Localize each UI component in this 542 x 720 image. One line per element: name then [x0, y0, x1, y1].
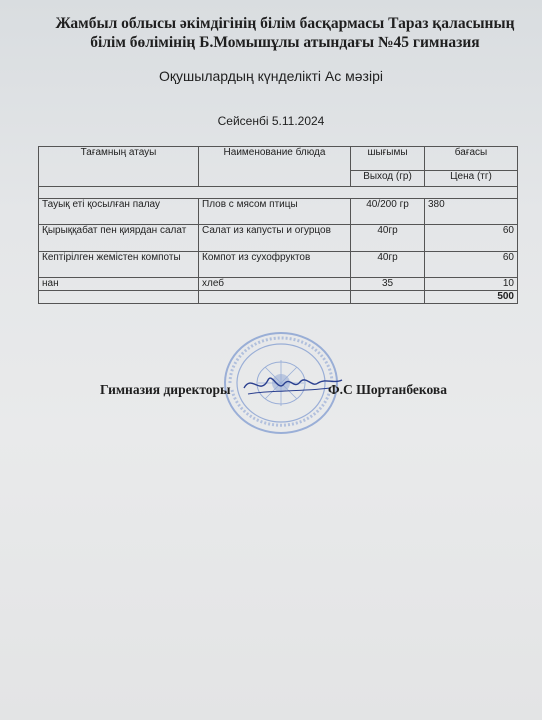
row-price: 60: [425, 252, 518, 278]
table-row: [39, 278, 518, 291]
row-name-ru: хлеб: [199, 278, 351, 291]
row-name-kz: Қырыққабат пен қиярдан салат: [39, 225, 199, 252]
director-title: Гимназия директоры: [100, 382, 231, 397]
header-yield-ru: Выход (гр): [351, 171, 425, 187]
table-header-row: [39, 147, 518, 171]
row-price: 10: [425, 278, 518, 291]
menu-title: Оқушылардың күнделікті Ас мәзірі: [159, 68, 383, 84]
row-name-kz: нан: [39, 278, 199, 291]
row-price: 380: [425, 199, 518, 225]
row-price: 60: [425, 225, 518, 252]
row-yield: 40гр: [351, 225, 425, 252]
document-heading: [40, 14, 530, 52]
row-name-ru: Салат из капусты и огурцов: [199, 225, 351, 252]
row-name-kz: Тауық еті қосылған палау: [39, 199, 199, 225]
menu-date: Сейсенбі 5.11.2024: [217, 114, 325, 128]
header-name-ru: Наименование блюда: [199, 147, 351, 187]
row-yield: 35: [351, 278, 425, 291]
menu-table: [38, 146, 518, 304]
director-name: Ф.С Шортанбекова: [328, 382, 447, 397]
row-name-ru: Плов с мясом птицы: [199, 199, 351, 225]
total-price: 500: [425, 291, 518, 304]
heading-line-1: Жамбыл облысы әкімдігінің білім басқармасы Тараз қаласының: [55, 15, 515, 32]
table-row: [39, 252, 518, 278]
table-spacer-row: [39, 187, 518, 199]
row-name-ru: Компот из сухофруктов: [199, 252, 351, 278]
table-total-row: [39, 291, 518, 304]
header-yield-kz: шығымы: [351, 147, 425, 171]
header-price-ru: Цена (тг): [425, 171, 518, 187]
row-yield: 40/200 гр: [351, 199, 425, 225]
table-row: [39, 225, 518, 252]
table-row: [39, 199, 518, 225]
header-price-kz: бағасы: [425, 147, 518, 171]
row-yield: 40гр: [351, 252, 425, 278]
heading-line-2: білім бөлімінің Б.Момышұлы атындағы №45 гимназия: [90, 34, 480, 51]
row-name-kz: Кептірілген жемістен компоты: [39, 252, 199, 278]
header-name-kz: Тағамның атауы: [39, 147, 199, 187]
signature-block: [100, 378, 480, 408]
